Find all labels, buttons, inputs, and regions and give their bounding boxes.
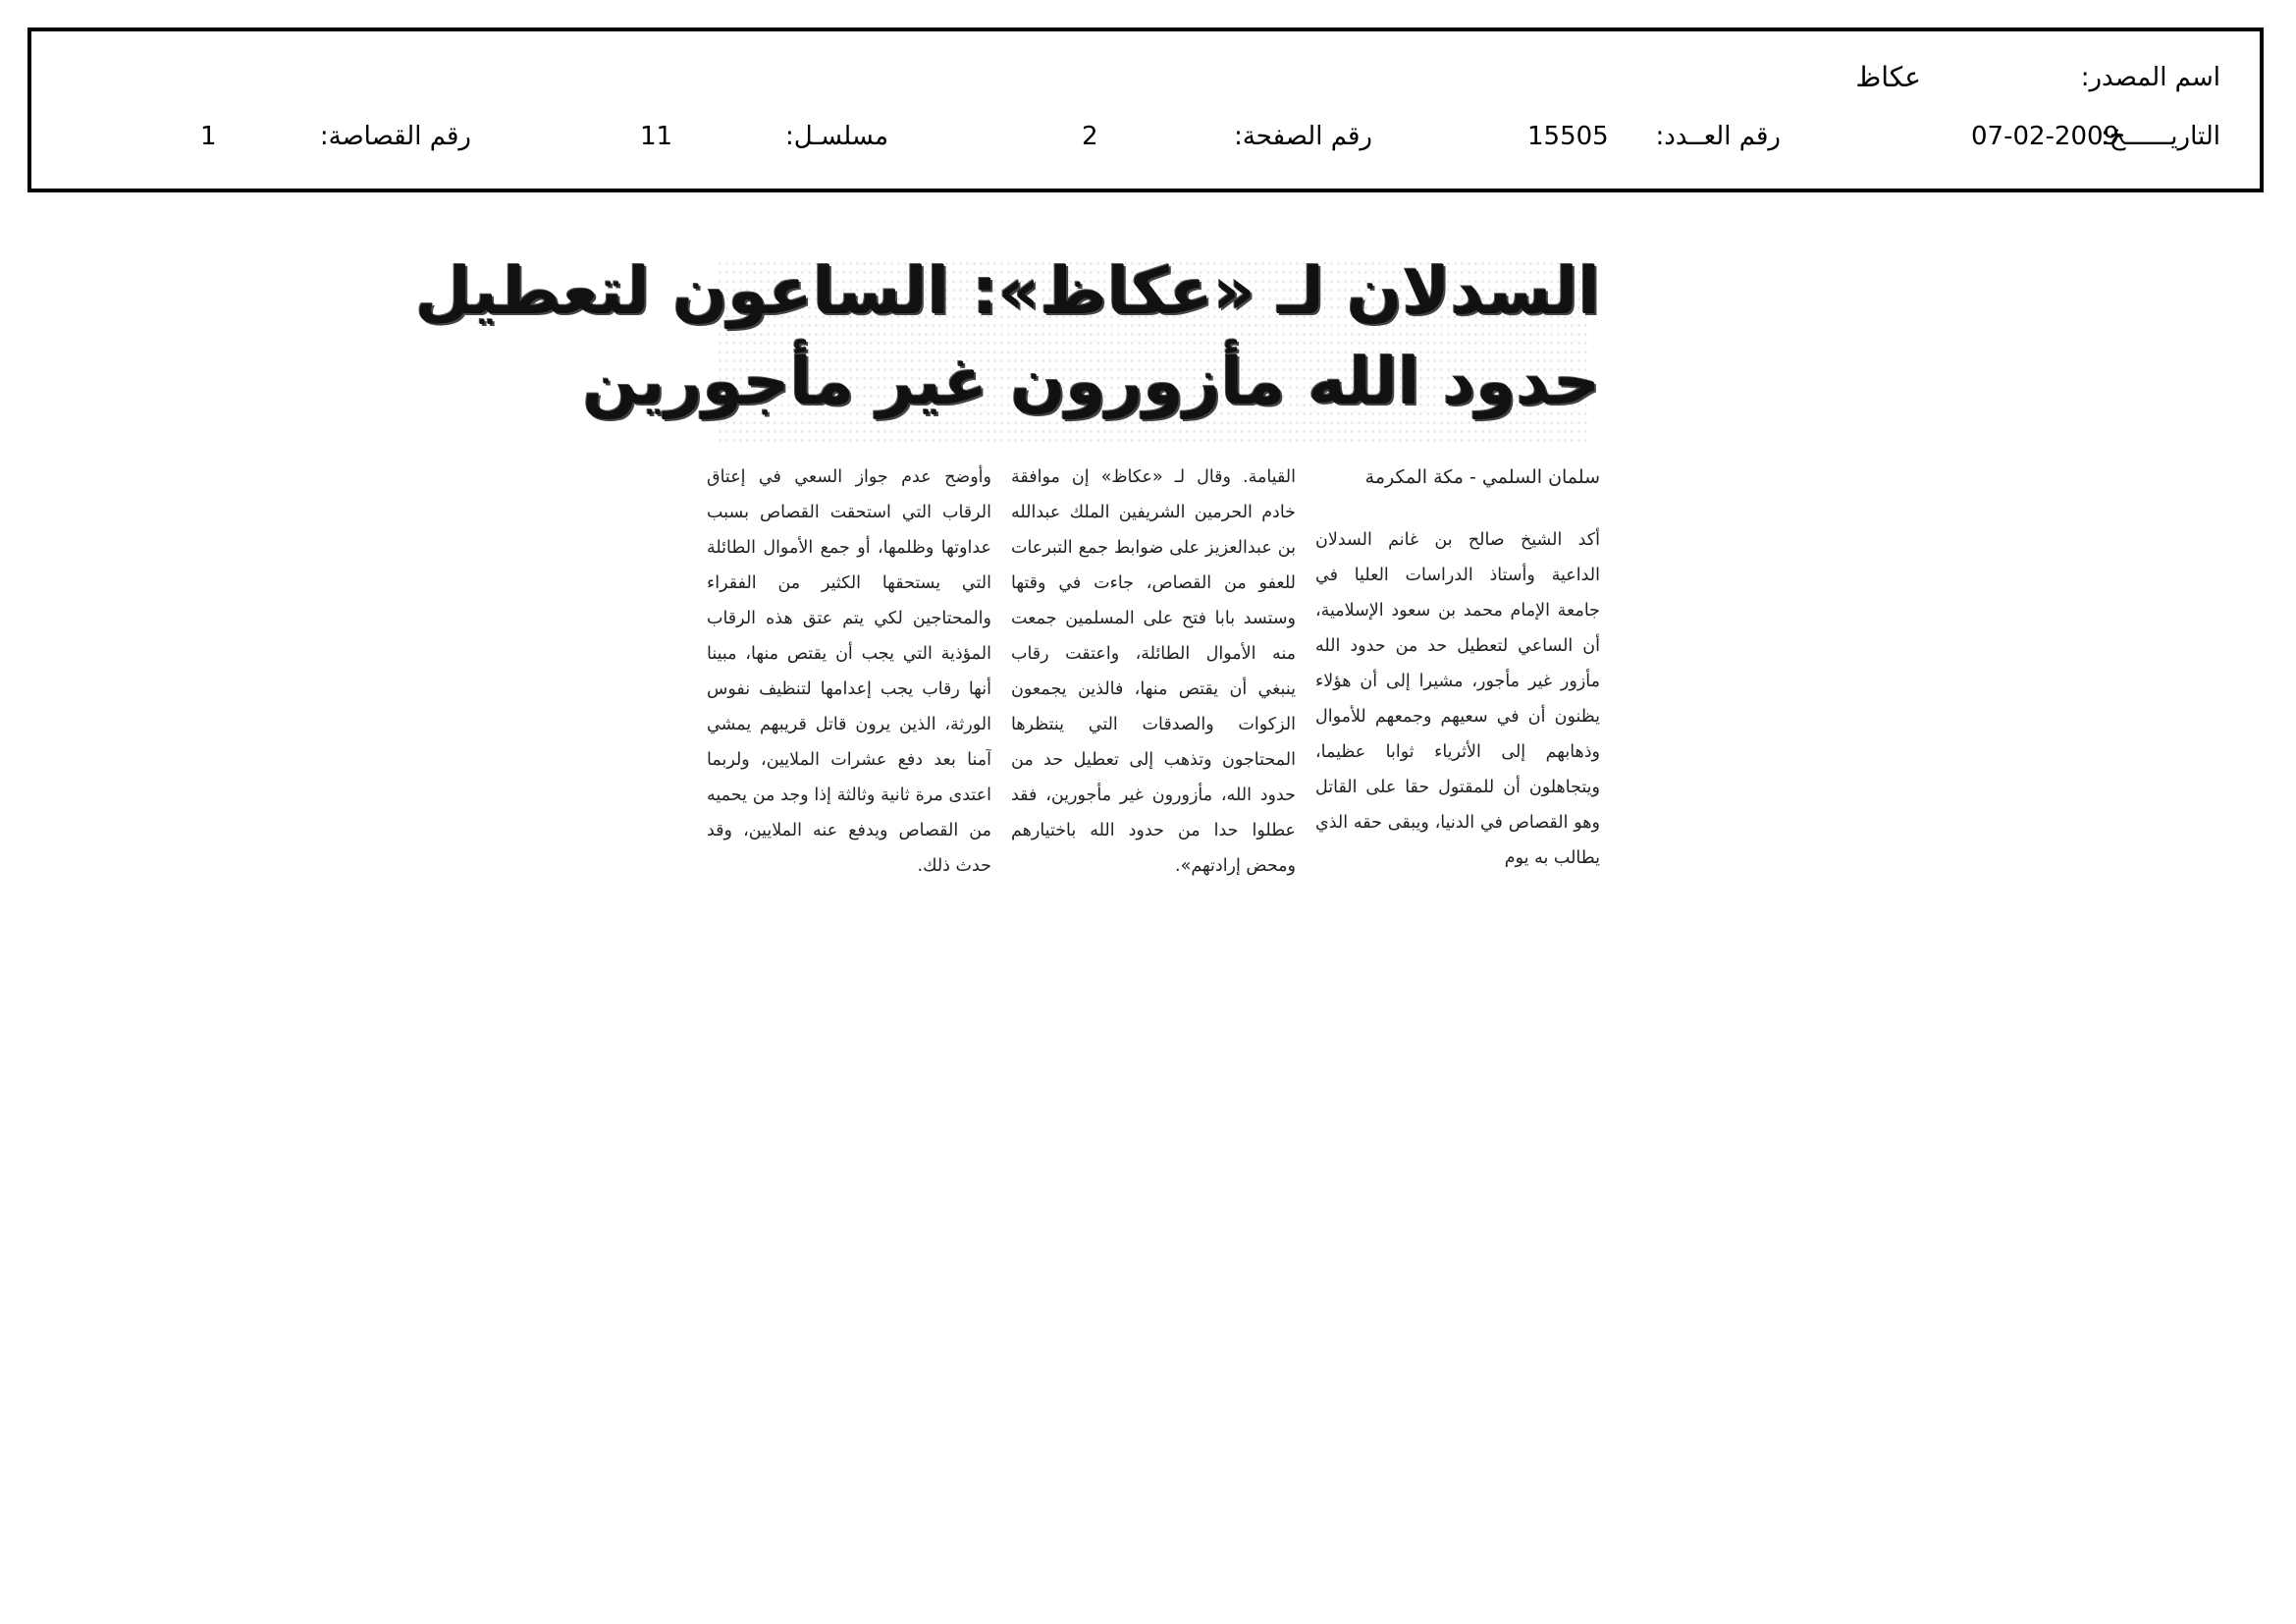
column-2-text: القيامة. وقال لـ «عكاظ» إن موافقة خادم الحرمين الشريفين الملك عبدالله بن عبدالعزيز على ضوابط جمع التبرعات للعفو من القصاص، جاءت في وقتها وستسد بابا فتح على المسلمين جمعت منه الأموال الطائلة، واعتقت رقاب ينبغي أن يقتص منها، فالذين يجمعون الزكوات والصدقات التي ينتظرها المحتاجون وتذهب إلى تعطيل حد من حدود الله، مأزورون غير مأجورين، فقد عطلوا حدا من حدود الله باختيارهم ومحض إرادتهم».: [1011, 467, 1296, 876]
column-1-text: أكد الشيخ صالح بن غانم السدلان الداعية وأستاذ الدراسات العليا في جامعة الإمام محمد بن سعود الإسلامية، أن الساعي لتعطيل حد من حدود الله مأزور غير مأجور، مشيرا إلى أن هؤلاء يظنون أن في سعيهم وجمعهم للأموال وذهابهم إلى الأثرياء ثوابا عظيما، ويتجاهلون أن للمقتول حقا على القاتل وهو القصاص في الدنيا، ويبقى حقه الذي يطالب به يوم: [1315, 530, 1600, 868]
byline: سلمان السلمي - مكة المكرمة: [1364, 466, 1600, 488]
article-column-3: [707, 460, 991, 884]
date-label: التاريــــــخ:: [2101, 122, 2220, 151]
headline-line-1: السدلان لـ «عكاظ»: الساعون لتعطيل: [414, 253, 1600, 329]
clipping-header: [27, 27, 2264, 192]
article-column-2: [1011, 460, 1296, 884]
date-value: 07-02-2009: [1971, 122, 2120, 151]
clip-number-label: رقم القصاصة:: [319, 122, 471, 151]
clip-number-value: 1: [200, 122, 217, 151]
issue-label: رقم العــدد:: [1655, 122, 1781, 151]
newspaper-clipping: [414, 253, 1620, 941]
source-label: اسم المصدر:: [2080, 63, 2220, 92]
page-label: رقم الصفحة:: [1234, 122, 1372, 151]
column-3-text: وأوضح عدم جواز السعي في إعتاق الرقاب التي استحقت القصاص بسبب عداوتها وظلمها، أو جمع الأموال الطائلة التي يستحقها الكثير من الفقراء والمحتاجين لكي يتم عتق هذه الرقاب المؤذية التي يجب أن يقتص منها، مبينا أنها رقاب يجب إعدامها لتنظيف نفوس الورثة، الذين يرون قاتل قريبهم يمشي آمنا بعد دفع عشرات الملايين، ولربما اعتدى مرة ثانية وثالثة إذا وجد من يحميه من القصاص ويدفع عنه الملايين، وقد حدث ذلك.: [707, 467, 991, 876]
serial-value: 11: [640, 122, 673, 151]
serial-label: مسلسـل:: [785, 122, 888, 151]
issue-value: 15505: [1527, 122, 1609, 151]
source-value: عكاظ: [1855, 61, 1921, 93]
article-column-1: [1315, 460, 1600, 876]
page-value: 2: [1082, 122, 1098, 151]
headline-line-2: حدود الله مأزورون غير مأجورين: [582, 344, 1600, 419]
